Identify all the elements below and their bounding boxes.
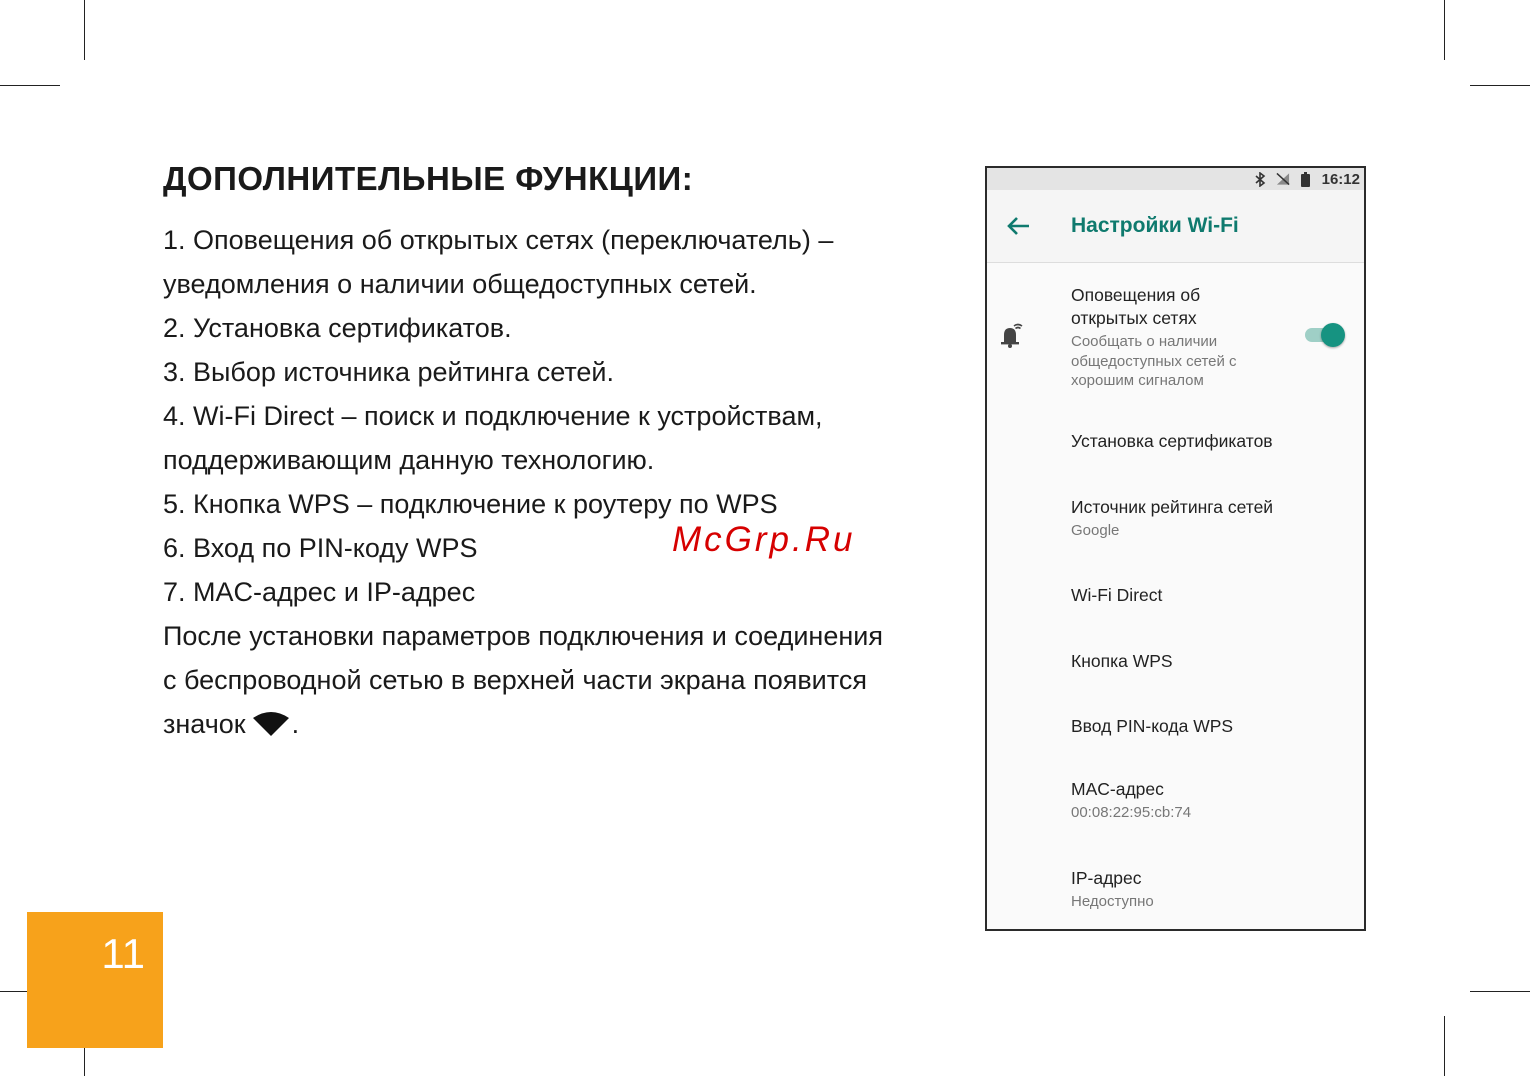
setting-summary: Сообщать о наличии общедоступных сетей с хорошим сигналом bbox=[1071, 333, 1237, 389]
setting-title: Wi-Fi Direct bbox=[1071, 585, 1163, 605]
setting-summary: Google bbox=[1071, 522, 1120, 539]
text-line: уведомления о наличии общедоступных сетей. bbox=[163, 269, 757, 299]
crop-mark bbox=[1470, 85, 1530, 86]
setting-wps-button[interactable] bbox=[1071, 650, 1354, 673]
text-line-last bbox=[163, 702, 963, 750]
crop-mark bbox=[0, 85, 60, 86]
watermark: McGrp.Ru bbox=[672, 520, 856, 559]
phone-screenshot bbox=[985, 166, 1366, 931]
setting-title: Источник рейтинга сетей bbox=[1071, 497, 1274, 517]
crop-mark bbox=[84, 0, 85, 60]
setting-mac-address bbox=[1071, 778, 1354, 823]
setting-title: IP-адрес bbox=[1071, 868, 1142, 888]
battery-icon bbox=[1299, 172, 1313, 186]
wifi-bell-icon bbox=[998, 320, 1024, 348]
text-line: 7. MAC-адрес и IP-адрес bbox=[163, 577, 476, 607]
status-time: 16:12 bbox=[1321, 170, 1360, 188]
setting-title: Ввод PIN-кода WPS bbox=[1071, 716, 1234, 736]
section-title: ДОПОЛНИТЕЛЬНЫЕ ФУНКЦИИ: bbox=[163, 160, 694, 197]
setting-summary: Недоступно bbox=[1071, 893, 1154, 910]
setting-wifi-direct[interactable] bbox=[1071, 584, 1354, 607]
crop-mark bbox=[1444, 1016, 1445, 1076]
text-line: 3. Выбор источника рейтинга сетей. bbox=[163, 357, 615, 387]
instructions-text bbox=[163, 218, 963, 750]
text-line: 1. Оповещения об открытых сетях (переключатель) – bbox=[163, 225, 834, 255]
text-line-suffix: . bbox=[291, 709, 300, 739]
setting-title: Кнопка WPS bbox=[1071, 651, 1173, 671]
setting-title: Оповещения об открытых сетях bbox=[1071, 285, 1201, 328]
wifi-icon bbox=[252, 706, 290, 750]
setting-ip-address bbox=[1071, 867, 1354, 912]
text-line: 6. Вход по PIN-коду WPS bbox=[163, 533, 478, 563]
page-number-badge bbox=[27, 912, 163, 1048]
setting-network-rating-provider[interactable] bbox=[1071, 496, 1354, 541]
no-signal-icon bbox=[1276, 172, 1290, 186]
status-bar bbox=[987, 168, 1364, 190]
setting-install-certificates[interactable] bbox=[1071, 430, 1354, 453]
crop-mark bbox=[1444, 0, 1445, 60]
setting-summary: 00:08:22:95:cb:74 bbox=[1071, 804, 1192, 821]
app-bar bbox=[987, 190, 1364, 263]
text-line-prefix: значок bbox=[163, 709, 246, 739]
app-title: Настройки Wi-Fi bbox=[1071, 214, 1239, 237]
back-arrow-icon[interactable] bbox=[1005, 213, 1031, 239]
text-line: После установки параметров подключения и соединения bbox=[163, 621, 883, 651]
page-number: 11 bbox=[101, 930, 145, 977]
bluetooth-icon bbox=[1253, 172, 1267, 186]
setting-title: MAC-адрес bbox=[1071, 779, 1164, 799]
text-line: с беспроводной сетью в верхней части экрана появится bbox=[163, 665, 867, 695]
toggle-knob bbox=[1321, 323, 1345, 347]
text-line: 4. Wi-Fi Direct – поиск и подключение к устройствам, bbox=[163, 401, 823, 431]
setting-wps-pin[interactable] bbox=[1071, 715, 1354, 738]
text-line: 5. Кнопка WPS – подключение к роутеру по WPS bbox=[163, 489, 778, 519]
notify-toggle[interactable] bbox=[1305, 323, 1347, 345]
setting-title: Установка сертификатов bbox=[1071, 431, 1273, 451]
text-line: 2. Установка сертификатов. bbox=[163, 313, 512, 343]
crop-mark bbox=[1470, 991, 1530, 992]
text-line: поддерживающим данную технологию. bbox=[163, 445, 655, 475]
